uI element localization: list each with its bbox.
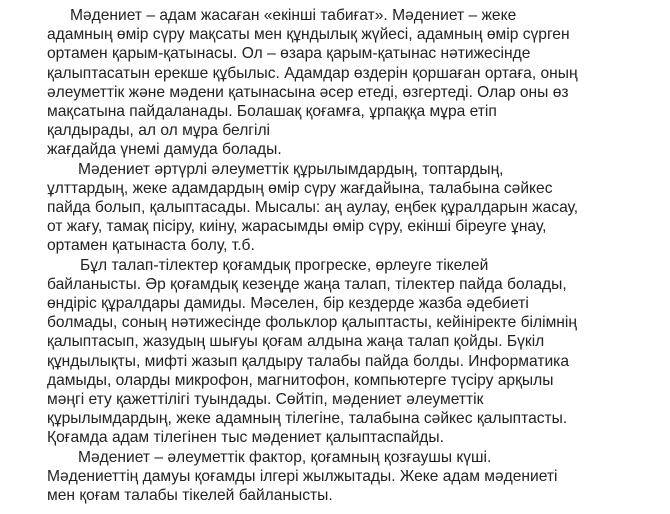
text-line: ұлттардың, жеке адамдардың өмір сүру жағдайына, талабына сәйкес	[47, 179, 553, 197]
text-line: Мәдениет – адам жасаған «екінші табиғат». Мәдениет – жеке	[70, 7, 517, 24]
text-line: ортамен қатынаста болу, т.б.	[47, 237, 255, 255]
text-line: құндылықты, мифті жазып қалдыру талабы пайда болды. Информатика	[47, 352, 570, 370]
text-line: адамның өмір сүру мақсаты мен құндылық жүйесі, адамның өмір сүрген	[47, 26, 570, 44]
text-line: байланысты. Әр қоғамдық кезеңде жаңа талап, тілектер пайда болады,	[47, 275, 567, 293]
text-line: Қоғамда адам тілегінен тыс мәдениет қалыптаспайды.	[47, 429, 444, 447]
text-line: дамыды, оларды микрофон, магнитофон, компьютерге түсіру арқылы	[47, 371, 554, 389]
text-line: мен қоғам талабы тікелей байланысты.	[47, 487, 333, 504]
text-line: от жағу, тамақ пісіру, киіну, жарасымды өмір сүру, екінші біреуге ұнау,	[47, 218, 547, 236]
text-line: пайда болып, қалыптасады. Мысалы: аң аулау, еңбек құралдарын жасау,	[47, 199, 579, 216]
text-line: қалыптасатын ерекше құбылыс. Адамдар өздерін қоршаған ортаға, оның	[47, 64, 578, 82]
text-line: Мәдениет әртүрлі әлеуметтік құрылымдардың, топтардың,	[78, 160, 504, 178]
text-line: мақсатына пайдаланады. Болашақ қоғамға, ұрпаққа мұра етіп	[47, 103, 497, 120]
text-line: қалыптасып, жазудың шығуы қоғам алдына жаңа талап қойды. Бүкіл	[47, 333, 545, 351]
text-line: әлеуметтік және мәдени қатынасына әсер етеді, өзгертеді. Олар оны өз	[47, 83, 569, 101]
text-line: жағдайда үнемі дамуда болады.	[47, 141, 282, 159]
text-line: қалдырады, ал ол мұра белгілі	[47, 122, 271, 140]
text-line: ортамен қарым-қатынасы. Ол – өзара қарым-қатынас нәтижесінде	[47, 45, 531, 63]
text-line: болмады, соның нәтижесінде фольклор қалыптасты, кейініректе білімнің	[47, 314, 577, 332]
text-line: Бұл талап-тілектер қоғамдық прогреске, өрлеуге тікелей	[80, 256, 489, 274]
text-line: өндіріс құралдары дамиды. Мәселен, бір кездерде жазба әдебиеті	[47, 295, 529, 312]
text-line: Мәдениет – әлеуметтік фактор, қоғамның қозғаушы күші.	[78, 448, 492, 466]
text-line: құрылымдардың, жеке адамның тілегіне, талабына сәйкес қалыптасты.	[47, 410, 568, 428]
text-line: мәңгі ету қажеттілігі туындады. Сөйтіп, мәдениет әлеуметтік	[47, 391, 484, 408]
text-line: Мәдениеттің дамуы қоғамды ілгері жылжытады. Жеке адам мәдениеті	[47, 467, 558, 485]
